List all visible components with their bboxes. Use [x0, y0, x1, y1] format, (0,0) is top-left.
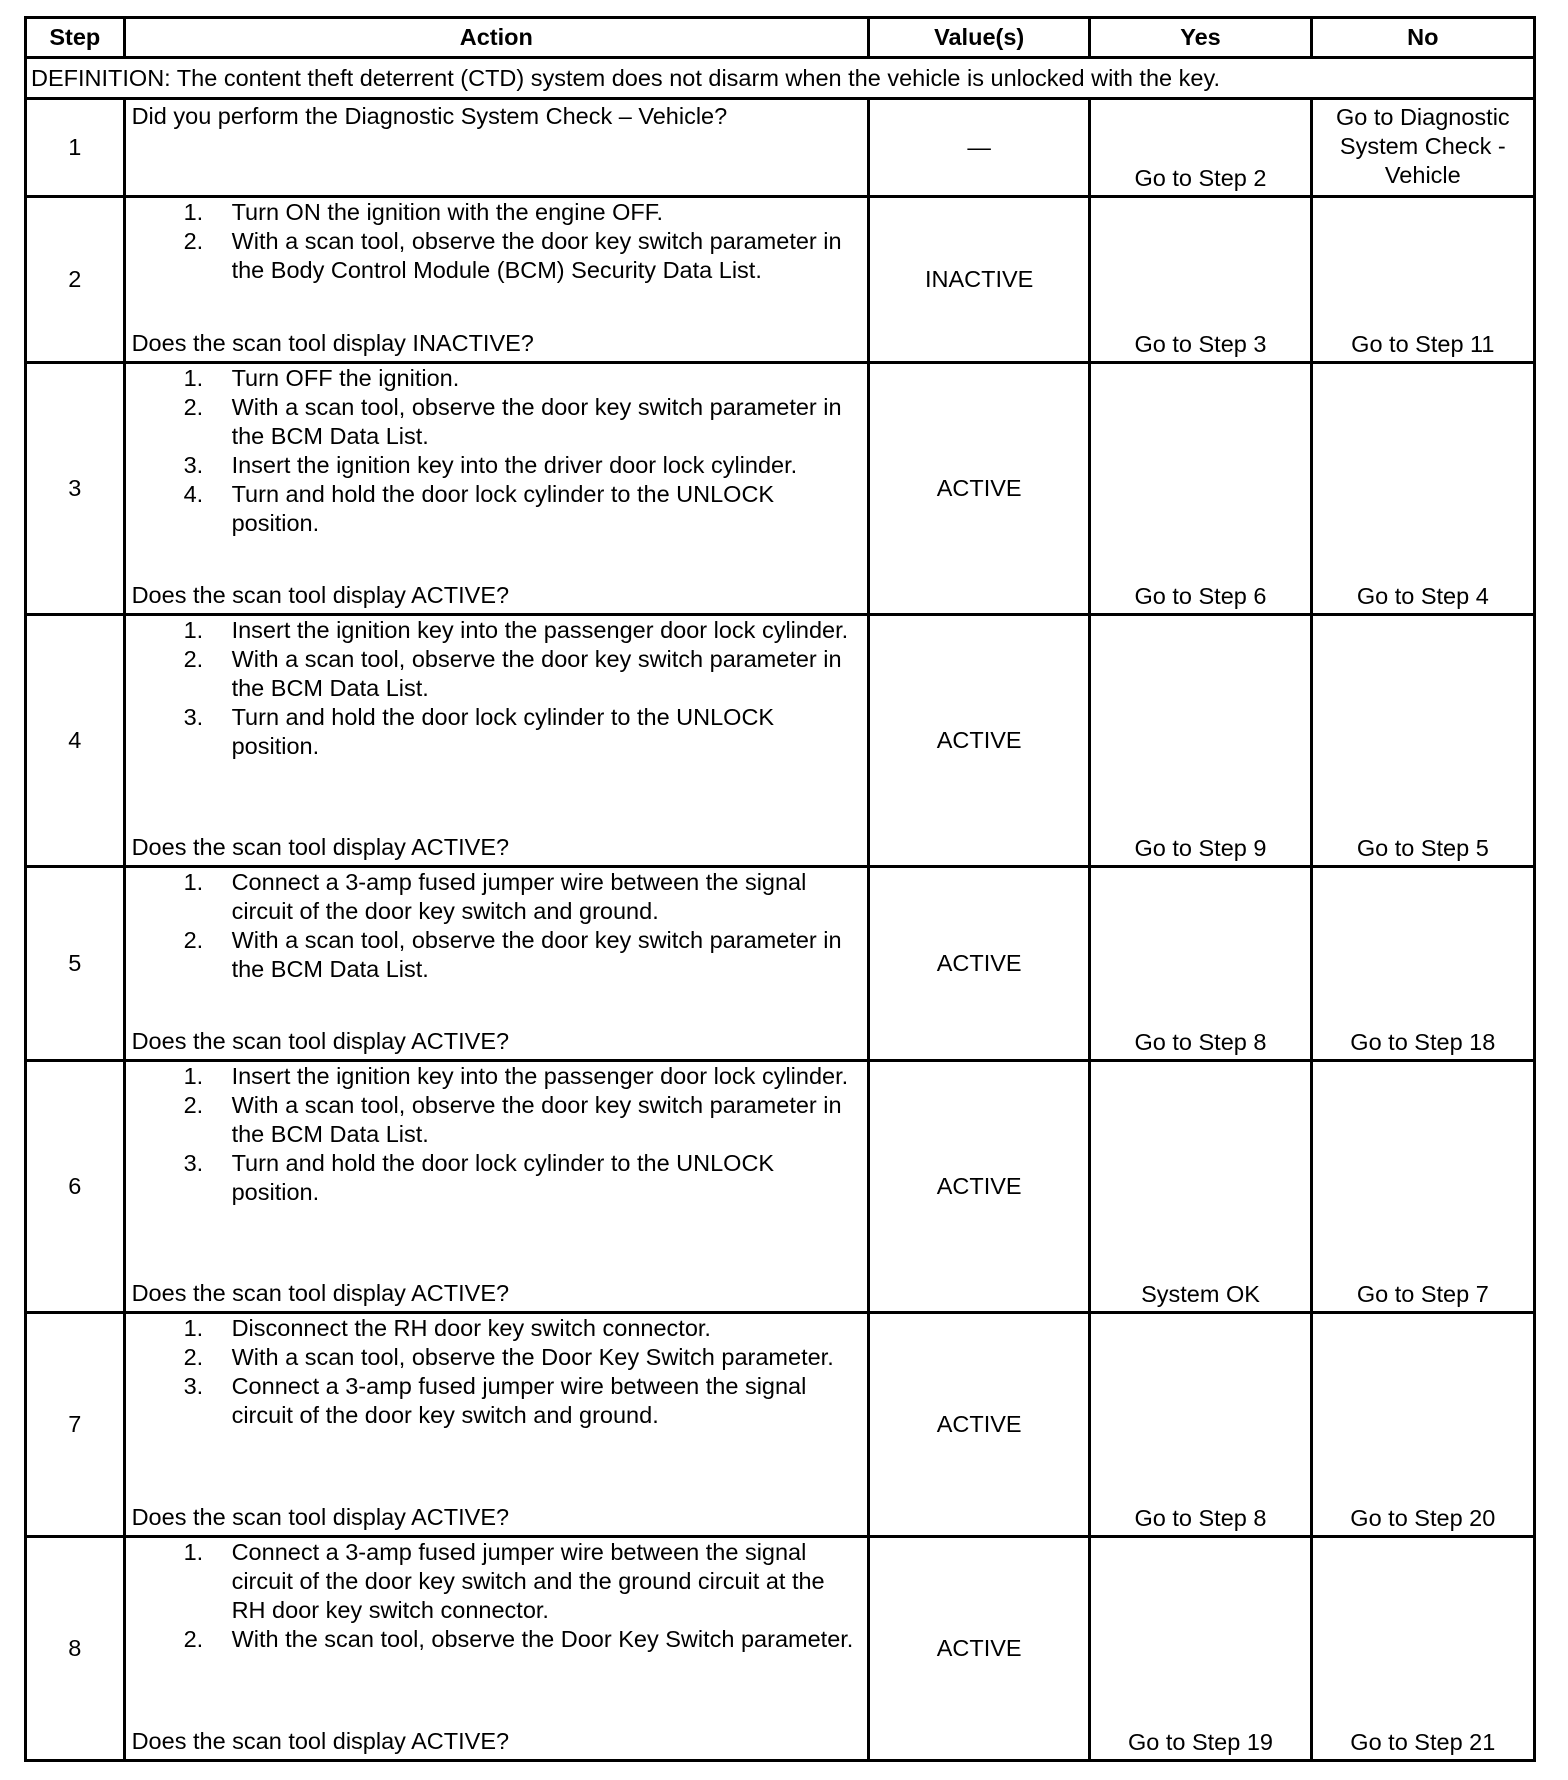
value-cell: ACTIVE	[869, 1061, 1090, 1313]
step-row	[26, 197, 1535, 363]
action-item: 3. Connect a 3-amp fused jumper wire between the signal circuit of the door key switch and ground.	[183, 1373, 807, 1428]
action-item-text: Insert the ignition key into the passenger door lock cylinder.	[231, 1063, 849, 1089]
step-number: 7	[26, 1313, 125, 1537]
yes-cell: System OK	[1090, 1061, 1311, 1313]
action-item: 1. Turn OFF the ignition.	[183, 365, 460, 391]
action-list	[132, 868, 861, 984]
action-question: Does the scan tool display ACTIVE?	[131, 1280, 510, 1306]
no-cell: Go to Step 20	[1311, 1313, 1534, 1537]
step-row	[26, 1061, 1535, 1313]
definition-row	[26, 58, 1535, 99]
action-item: 3. Turn and hold the door lock cylinder to the UNLOCK position.	[183, 1150, 775, 1205]
action-cell	[124, 363, 868, 615]
action-list	[132, 1314, 861, 1430]
step-row	[26, 1313, 1535, 1537]
action-item-text: Turn and hold the door lock cylinder to the UNLOCK position.	[231, 481, 775, 536]
action-item: 1. Connect a 3-amp fused jumper wire between the signal circuit of the door key switch and ground.	[183, 869, 807, 924]
action-list	[132, 1538, 861, 1654]
header-yes: Yes	[1090, 18, 1311, 58]
action-item: 2. With the scan tool, observe the Door Key Switch parameter.	[183, 1626, 854, 1652]
value-cell: INACTIVE	[869, 197, 1090, 363]
diagnostic-document	[24, 16, 1536, 1762]
header-action: Action	[124, 18, 868, 58]
yes-cell: Go to Step 8	[1090, 1313, 1311, 1537]
header-row	[26, 18, 1535, 58]
step-number: 8	[26, 1537, 125, 1761]
header-step: Step	[26, 18, 125, 58]
action-item-text: Connect a 3-amp fused jumper wire between the signal circuit of the door key switch and ground.	[231, 869, 807, 924]
action-item: 2. With a scan tool, observe the door key switch parameter in the BCM Data List.	[183, 927, 842, 982]
action-item: 2. With a scan tool, observe the door key switch parameter in the BCM Data List.	[183, 646, 842, 701]
step-row	[26, 615, 1535, 867]
yes-cell: Go to Step 2	[1090, 99, 1311, 197]
action-item: 2. With a scan tool, observe the door key switch parameter in the BCM Data List.	[183, 1092, 842, 1147]
step-row	[26, 363, 1535, 615]
action-item-text: Connect a 3-amp fused jumper wire between the signal circuit of the door key switch and the ground circuit at the RH door key switch connector.	[231, 1539, 825, 1623]
step-number: 2	[26, 197, 125, 363]
action-item: 2. With a scan tool, observe the door key switch parameter in the Body Control Module (BCM) Security Data List.	[183, 228, 842, 283]
action-item-text: With a scan tool, observe the door key switch parameter in the BCM Data List.	[231, 1092, 842, 1147]
no-cell: Go to Step 4	[1311, 363, 1534, 615]
step-row	[26, 867, 1535, 1061]
action-item-text: Disconnect the RH door key switch connector.	[231, 1315, 711, 1341]
value-cell: —	[869, 99, 1090, 197]
value-cell: ACTIVE	[869, 867, 1090, 1061]
action-item-text: Connect a 3-amp fused jumper wire between the signal circuit of the door key switch and ground.	[231, 1373, 807, 1428]
action-cell	[124, 99, 868, 197]
action-item-text: Turn and hold the door lock cylinder to the UNLOCK position.	[231, 1150, 775, 1205]
step-number: 1	[26, 99, 125, 197]
yes-cell: Go to Step 3	[1090, 197, 1311, 363]
action-item-text: With a scan tool, observe the door key switch parameter in the BCM Data List.	[231, 394, 842, 449]
action-cell	[124, 197, 868, 363]
step-number: 3	[26, 363, 125, 615]
action-item: 2. With a scan tool, observe the door key switch parameter in the BCM Data List.	[183, 394, 842, 449]
action-cell	[124, 615, 868, 867]
action-item: 1. Turn ON the ignition with the engine OFF.	[183, 199, 664, 225]
yes-cell: Go to Step 8	[1090, 867, 1311, 1061]
definition-text: DEFINITION: The content theft deterrent (CTD) system does not disarm when the vehicle is unlocked with the key.	[26, 58, 1535, 99]
action-item: 3. Turn and hold the door lock cylinder to the UNLOCK position.	[183, 704, 775, 759]
header-values: Value(s)	[869, 18, 1090, 58]
action-item: 1. Insert the ignition key into the passenger door lock cylinder.	[183, 617, 849, 643]
no-cell: Go to Diagnostic System Check - Vehicle	[1311, 99, 1534, 197]
action-cell	[124, 1061, 868, 1313]
action-item-text: With a scan tool, observe the door key switch parameter in the BCM Data List.	[231, 927, 842, 982]
action-question: Does the scan tool display ACTIVE?	[131, 582, 510, 608]
action-item-text: Turn ON the ignition with the engine OFF.	[231, 199, 664, 225]
action-question: Does the scan tool display ACTIVE?	[131, 1504, 510, 1530]
step-number: 6	[26, 1061, 125, 1313]
action-item-text: With a scan tool, observe the door key switch parameter in the BCM Data List.	[231, 646, 842, 701]
diagnostic-table	[24, 16, 1536, 1762]
action-item: 4. Turn and hold the door lock cylinder to the UNLOCK position.	[183, 481, 775, 536]
action-item: 1. Disconnect the RH door key switch connector.	[183, 1315, 711, 1341]
no-cell: Go to Step 18	[1311, 867, 1534, 1061]
action-list	[132, 364, 861, 538]
action-list	[132, 1062, 861, 1207]
value-cell: ACTIVE	[869, 615, 1090, 867]
no-cell: Go to Step 21	[1311, 1537, 1534, 1761]
action-item-text: With a scan tool, observe the Door Key Switch parameter.	[231, 1344, 834, 1370]
action-cell	[124, 867, 868, 1061]
action-list	[132, 198, 861, 285]
action-question: Does the scan tool display ACTIVE?	[131, 1028, 510, 1054]
action-item-text: With a scan tool, observe the door key switch parameter in the Body Control Module (BCM) Security Data List.	[231, 228, 842, 283]
action-item: 1. Connect a 3-amp fused jumper wire between the signal circuit of the door key switch and the ground circuit at the RH door key switch connector.	[183, 1539, 825, 1623]
action-question: Does the scan tool display INACTIVE?	[131, 330, 534, 356]
yes-cell: Go to Step 9	[1090, 615, 1311, 867]
action-question: Does the scan tool display ACTIVE?	[131, 1728, 510, 1754]
header-no: No	[1311, 18, 1534, 58]
action-item-text: Turn OFF the ignition.	[231, 365, 460, 391]
yes-cell: Go to Step 6	[1090, 363, 1311, 615]
action-cell	[124, 1313, 868, 1537]
action-question: Did you perform the Diagnostic System Check – Vehicle?	[131, 103, 728, 129]
value-cell: ACTIVE	[869, 1313, 1090, 1537]
action-cell	[124, 1537, 868, 1761]
no-cell: Go to Step 5	[1311, 615, 1534, 867]
action-item-text: With the scan tool, observe the Door Key Switch parameter.	[231, 1626, 854, 1652]
action-question: Does the scan tool display ACTIVE?	[131, 834, 510, 860]
no-cell: Go to Step 11	[1311, 197, 1534, 363]
value-cell: ACTIVE	[869, 1537, 1090, 1761]
action-list	[132, 616, 861, 761]
step-row	[26, 1537, 1535, 1761]
action-item: 3. Insert the ignition key into the driver door lock cylinder.	[183, 452, 798, 478]
action-item-text: Turn and hold the door lock cylinder to the UNLOCK position.	[231, 704, 775, 759]
step-number: 4	[26, 615, 125, 867]
yes-cell: Go to Step 19	[1090, 1537, 1311, 1761]
no-cell: Go to Step 7	[1311, 1061, 1534, 1313]
value-cell: ACTIVE	[869, 363, 1090, 615]
action-item-text: Insert the ignition key into the passenger door lock cylinder.	[231, 617, 849, 643]
step-number: 5	[26, 867, 125, 1061]
action-item-text: Insert the ignition key into the driver door lock cylinder.	[231, 452, 798, 478]
action-item: 2. With a scan tool, observe the Door Key Switch parameter.	[183, 1344, 834, 1370]
action-item: 1. Insert the ignition key into the passenger door lock cylinder.	[183, 1063, 849, 1089]
step-row	[26, 99, 1535, 197]
